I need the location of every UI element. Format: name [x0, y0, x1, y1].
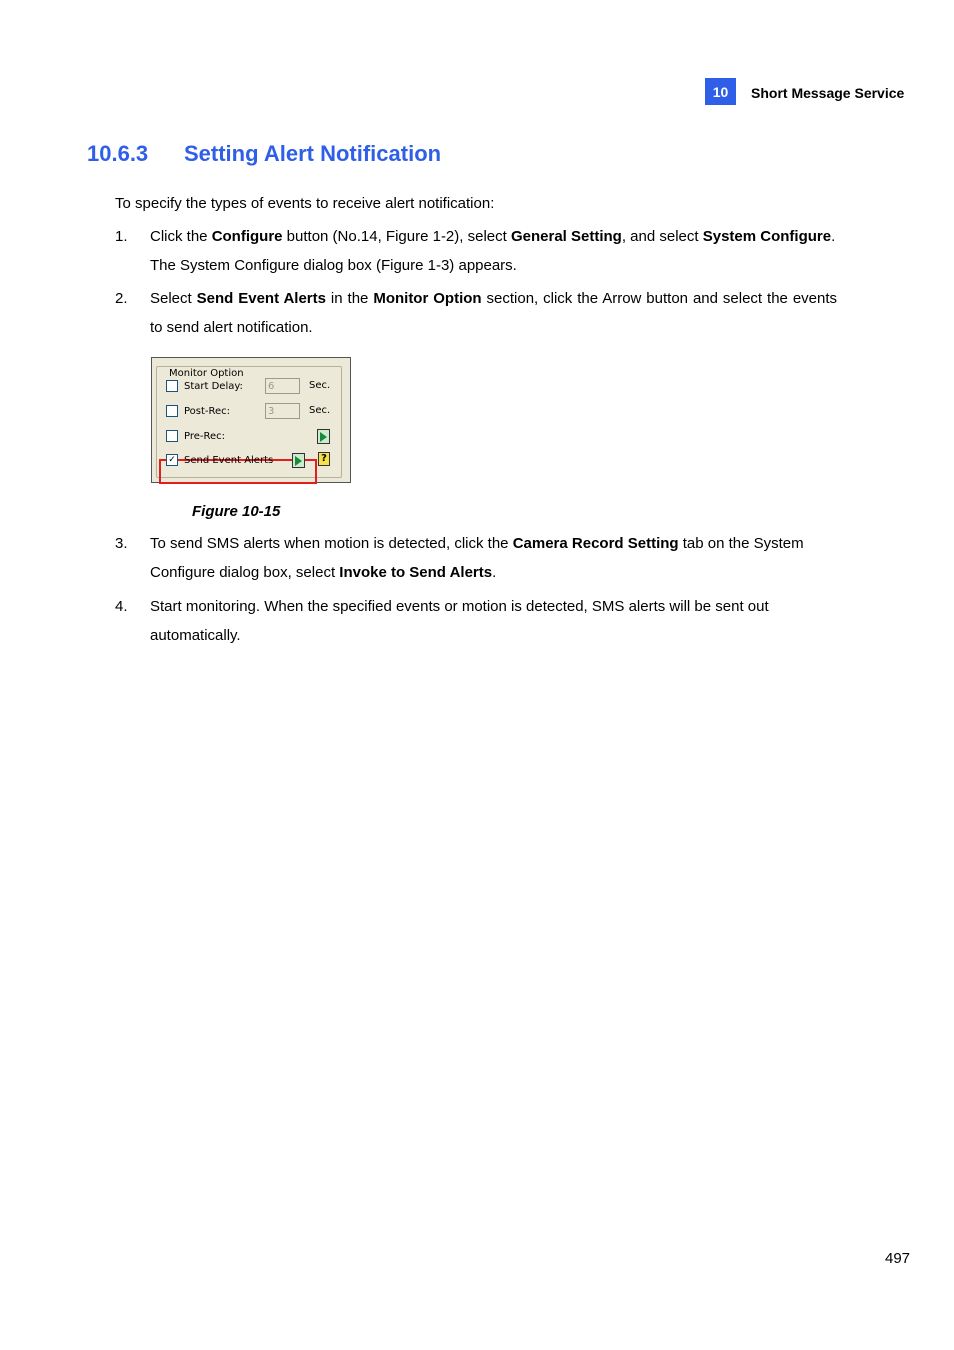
pre-rec-label: Pre-Rec:: [184, 430, 226, 442]
step-text: Start monitoring. When the specified events or motion is detected, SMS alerts will be sent out automatically.: [150, 598, 769, 644]
arrow-right-icon: [295, 456, 302, 466]
monitor-option-group: [156, 366, 342, 478]
send-event-alerts-checkbox[interactable]: ✓: [166, 454, 178, 466]
intro-text: To specify the types of events to receive alert notification:: [115, 195, 495, 212]
start-delay-label: Start Delay:: [184, 380, 243, 392]
send-event-alerts-row: [166, 454, 273, 466]
step-4: [115, 593, 845, 650]
page-number: 497: [885, 1250, 911, 1267]
send-event-alerts-label: Send Event Alerts: [184, 454, 274, 466]
pre-rec-checkbox[interactable]: [166, 430, 178, 442]
step-text: To send SMS alerts when motion is detected, click the Camera Record Setting tab on the System Configure dialog box, select Invoke to Send Alerts.: [150, 535, 804, 581]
pre-rec-row: [166, 430, 225, 442]
step-text: Click the Configure button (No.14, Figure 1-2), select General Setting, and select System Configure. The System Configure dialog box (Figure 1-3) appears.: [150, 228, 836, 274]
section-number: 10.6.3: [87, 141, 149, 166]
step-number: 1.: [115, 228, 128, 245]
step-3: [115, 530, 845, 587]
post-rec-row: [166, 405, 230, 417]
step-text: Select Send Event Alerts in the Monitor Option section, click the Arrow button and select the events to send alert notification.: [150, 290, 838, 336]
chapter-badge: 10: [705, 78, 736, 105]
section-heading: [87, 141, 441, 167]
post-rec-unit: Sec.: [309, 405, 331, 416]
step-number: 2.: [115, 290, 128, 307]
post-rec-checkbox[interactable]: [166, 405, 178, 417]
chapter-title: Short Message Service: [751, 85, 905, 101]
step-1: [115, 223, 845, 280]
pre-rec-arrow-button[interactable]: [317, 429, 330, 444]
send-event-alerts-arrow-button[interactable]: [292, 453, 305, 468]
section-title: Setting Alert Notification: [184, 141, 442, 166]
figure-caption: Figure 10-15: [192, 503, 281, 520]
monitor-option-figure: [151, 357, 351, 483]
step-number: 3.: [115, 535, 128, 552]
start-delay-row: [166, 380, 243, 392]
step-2: [115, 285, 845, 342]
arrow-right-icon: [320, 432, 327, 442]
step-number: 4.: [115, 598, 128, 615]
help-icon[interactable]: ?: [318, 452, 330, 466]
start-delay-checkbox[interactable]: [166, 380, 178, 392]
post-rec-input[interactable]: 3: [265, 403, 300, 419]
post-rec-label: Post-Rec:: [184, 405, 231, 417]
group-label: Monitor Option: [169, 368, 244, 379]
start-delay-input[interactable]: 6: [265, 378, 300, 394]
start-delay-unit: Sec.: [309, 380, 331, 391]
